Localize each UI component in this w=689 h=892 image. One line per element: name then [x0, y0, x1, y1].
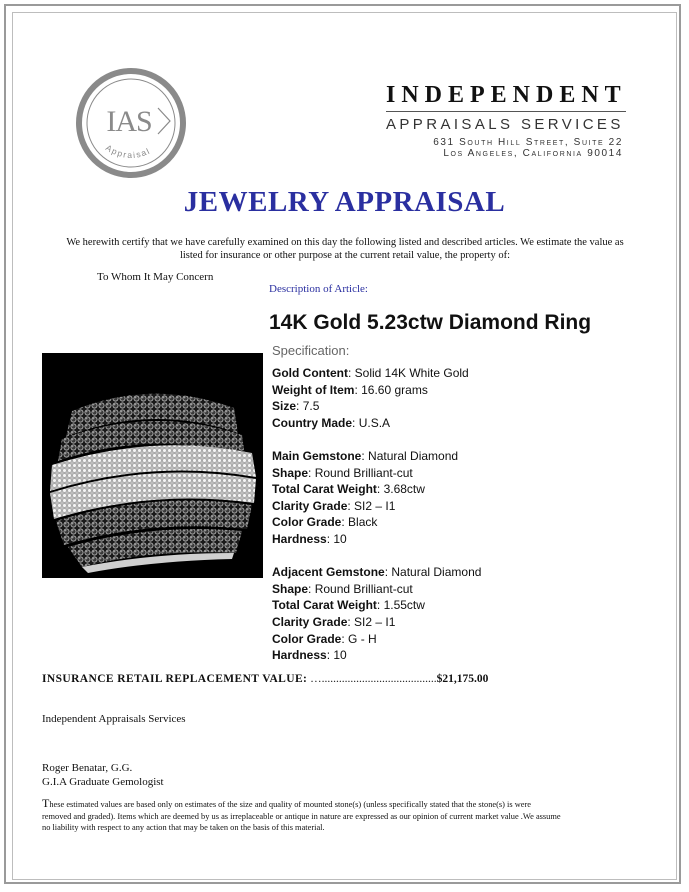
disclaimer-dropcap: T: [42, 796, 50, 810]
spec-row-main-clarity: Clarity Grade: SI2 – I1: [272, 498, 396, 513]
ias-logo: [76, 68, 186, 178]
document-title: JEWELRY APPRAISAL: [183, 186, 506, 218]
spec-row-main-hardness: Hardness: 10: [272, 531, 347, 546]
spec-row-adjacent-shape: Shape: Round Brilliant-cut: [272, 581, 413, 596]
brand-divider: [386, 111, 626, 112]
spec-row-main-color: Color Grade: Black: [272, 515, 378, 530]
spec-row-main-carat: Total Carat Weight: 3.68ctw: [272, 482, 425, 497]
recipient: To Whom It May Concern: [97, 271, 214, 283]
signer-name: Roger Benatar, G.G.: [42, 762, 133, 774]
spec-row-size: Size: 7.5: [272, 399, 320, 414]
valuation-amount: $21,175.00: [436, 673, 489, 685]
company-tagline: APPRAISALS SERVICES: [386, 116, 624, 133]
valuation-leader: …........................................: [310, 673, 437, 685]
specification-list: [272, 365, 481, 664]
valuation-line: [42, 673, 488, 685]
logo-mark-text: IAS: [106, 105, 152, 138]
logo-sub-text: Appraisal: [103, 142, 153, 161]
item-title: 14K Gold 5.23ctw Diamond Ring: [269, 311, 592, 334]
spec-row-adjacent-gemstone: Adjacent Gemstone: Natural Diamond: [272, 565, 482, 580]
spec-row-adjacent-color: Color Grade: G - H: [272, 631, 377, 646]
spec-row-adjacent-hardness: Hardness: 10: [272, 648, 347, 663]
address-line-1: 631 South Hill Street, Suite 22: [433, 137, 623, 148]
appraiser-company: Independent Appraisals Services: [42, 713, 186, 725]
address-line-2: Los Angeles, California 90014: [443, 148, 623, 159]
disclaimer: [42, 798, 562, 834]
company-name: INDEPENDENT: [386, 82, 627, 108]
certification-statement: We herewith certify that we have carefully examined on this day the following listed and described articles. We estimate the value as listed for insurance or other purpose at the current retail value, the property of:: [66, 237, 624, 261]
spec-row-country: Country Made: U.S.A: [272, 415, 391, 430]
spec-row-gold-content: Gold Content: Solid 14K White Gold: [272, 366, 469, 380]
spec-row-weight: Weight of Item: 16.60 grams: [272, 382, 428, 397]
valuation-label: INSURANCE RETAIL REPLACEMENT VALUE:: [42, 673, 308, 685]
ring-photo: [42, 353, 263, 578]
spec-row-main-gemstone: Main Gemstone: Natural Diamond: [272, 448, 459, 463]
spec-row-main-shape: Shape: Round Brilliant-cut: [272, 465, 413, 480]
specification-label: Specification:: [272, 343, 350, 358]
spec-row-adjacent-clarity: Clarity Grade: SI2 – I1: [272, 614, 396, 629]
spec-row-adjacent-carat: Total Carat Weight: 1.55ctw: [272, 598, 425, 613]
disclaimer-text: hese estimated values are based only on estimates of the size and quality of mounted stone(s) (unless specifically stated that the stone(s) is were removed and graded). Items which are deemed by us as irreplaceable or antique in nature are expressed as our opinion of current market value .We assume no liability with respect to any action that may be taken on the basis of this material.: [42, 800, 561, 832]
signer-title: G.I.A Graduate Gemologist: [42, 776, 164, 788]
description-label: Description of Article:: [269, 283, 368, 295]
